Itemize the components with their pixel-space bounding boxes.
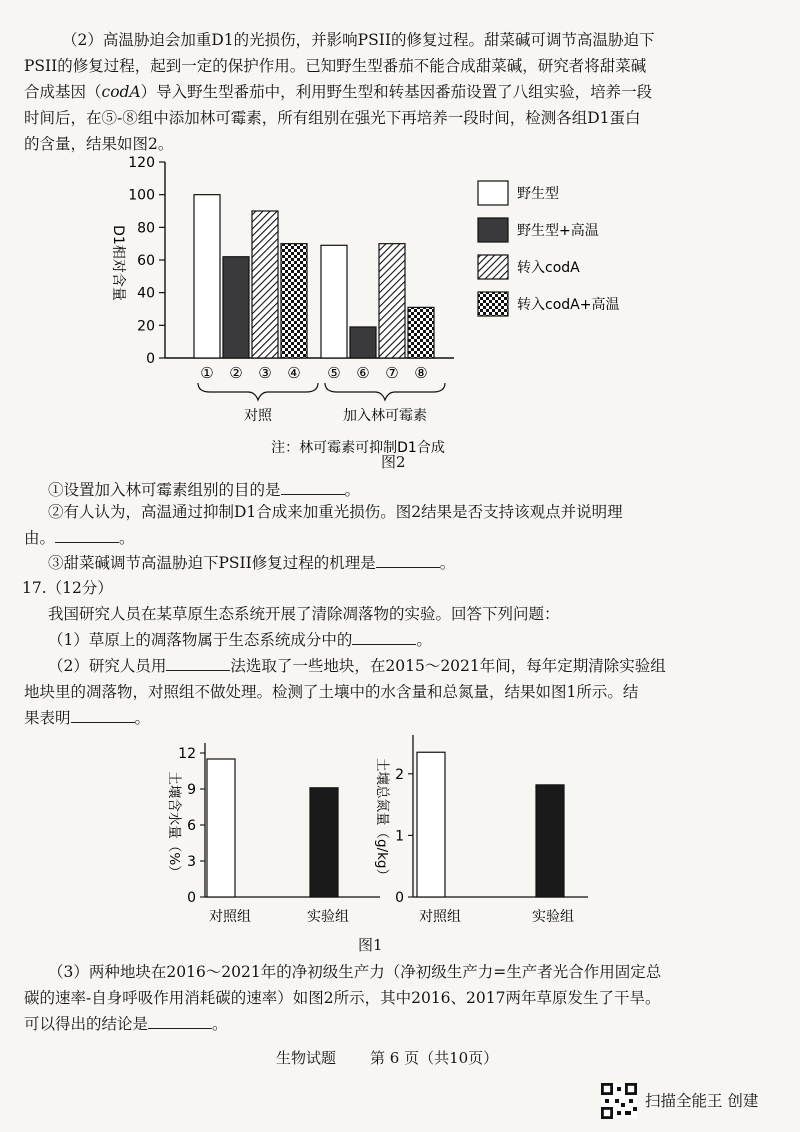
qr-code-icon (601, 1083, 637, 1119)
legend-swatch (478, 292, 508, 316)
legend-label: 野生型+高温 (517, 223, 599, 239)
bar-8 (408, 307, 434, 358)
y-axis-label: 土壤含水量（%） (166, 771, 182, 879)
y-tick-label: 0 (395, 890, 404, 906)
q17-header (22, 578, 113, 598)
figure-1-bar-charts (150, 735, 620, 935)
scanner-watermark (645, 1089, 758, 1111)
text: 。 (134, 709, 151, 727)
bar-control (207, 759, 235, 897)
part2-line-3 (24, 82, 652, 102)
y-axis-label: 土壤总氮量（g/kg） (374, 757, 390, 883)
subq-1 (48, 480, 360, 500)
category-label: ⑥ (356, 364, 370, 382)
text: （2）研究人员用 (48, 657, 167, 675)
y-tick-label: 6 (187, 818, 196, 834)
bar-experiment (536, 785, 564, 897)
text: 第 6 页（共10页） (370, 1049, 499, 1067)
text: （3）两种地块在2016～2021年的净初级生产力（净初级生产力=生产者光合作用固定总 (48, 963, 662, 981)
q17-sub-2-line-1 (48, 656, 666, 676)
category-label: ⑧ (414, 364, 428, 382)
answer-blank[interactable] (376, 553, 440, 568)
subq-2-cont (24, 528, 135, 548)
answer-blank[interactable] (71, 708, 135, 723)
y-tick-label: 120 (128, 155, 155, 171)
text: 地块里的凋落物，对照组不做处理。检测了土壤中的水含量和总氮量，结果如图1所示。结 (24, 683, 639, 701)
text: 碳的速率-自身呼吸作用消耗碳的速率）如图2所示，其中2016、2017两年草原发生了干旱。 (24, 989, 661, 1007)
footer-page-number (370, 1047, 498, 1068)
legend-swatch (478, 255, 508, 279)
bar-1 (194, 195, 220, 358)
gene-name: codA (101, 83, 141, 101)
text: 扫描全能王 创建 (645, 1092, 759, 1110)
category-label: ② (229, 364, 243, 382)
text: ③甜菜碱调节高温胁迫下PSII修复过程的机理是 (48, 554, 376, 572)
legend-label: 转入codA+高温 (517, 297, 620, 313)
q17-sub-2-line-3 (24, 708, 150, 728)
legend-label: 野生型 (517, 186, 559, 202)
bar-7 (379, 244, 405, 358)
part3-line-2 (24, 988, 661, 1008)
text: PSII的修复过程，起到一定的保护作用。已知野生型番茄不能合成甜菜碱，研究者将甜菜碱 (24, 57, 647, 75)
legend-swatch (478, 181, 508, 205)
brace-control (198, 383, 318, 400)
bar-6 (350, 327, 376, 358)
bar-2 (223, 257, 249, 358)
legend-swatch (478, 218, 508, 242)
y-tick-label: 2 (395, 766, 404, 783)
text: 时间后，在⑤-⑧组中添加林可霉素，所有组别在强光下再培养一段时间，检测各组D1蛋白 (24, 109, 641, 127)
footer-subject (276, 1047, 336, 1068)
category-label: ① (200, 364, 214, 382)
bar-3 (252, 211, 278, 358)
q17-sub-2-line-2 (24, 682, 638, 702)
q17-sub-1 (48, 630, 432, 650)
y-tick-label: 0 (187, 890, 196, 906)
bar-5 (321, 245, 347, 358)
figure-1-panel-1 (166, 743, 380, 925)
answer-blank[interactable] (55, 528, 119, 543)
category-label: 实验组 (307, 909, 349, 925)
text: 17.（12分） (22, 579, 113, 597)
part2-line-1 (62, 30, 654, 50)
answer-blank[interactable] (148, 1014, 212, 1029)
bar-4 (281, 244, 307, 358)
text: 。 (439, 554, 456, 572)
text: 果表明 (24, 709, 71, 727)
part2-line-4 (24, 108, 641, 128)
category-label: ③ (258, 364, 272, 382)
category-label: ⑤ (327, 364, 341, 382)
subq-2 (48, 502, 623, 522)
figure-1-panel-2 (374, 735, 588, 925)
text: 的含量，结果如图2。 (24, 135, 174, 153)
y-tick-label: 9 (187, 782, 196, 798)
y-tick-label: 20 (137, 318, 155, 335)
brace-lincomycin (325, 383, 445, 400)
text: ②有人认为，高温通过抑制D1合成来加重光损伤。图2结果是否支持该观点并说明理 (48, 503, 623, 521)
y-tick-label: 80 (137, 220, 155, 237)
y-tick-label: 1 (395, 828, 404, 845)
text: 由。 (24, 529, 56, 547)
y-tick-label: 40 (137, 285, 155, 302)
group-label-control: 对照 (244, 408, 272, 424)
bar-control (417, 752, 445, 897)
group-label-lincomycin: 加入林可霉素 (343, 408, 427, 424)
text: 。 (212, 1015, 228, 1033)
bar-experiment (310, 788, 338, 897)
text: 。 (344, 481, 361, 499)
answer-blank[interactable] (166, 656, 230, 671)
y-tick-label: 0 (146, 351, 155, 367)
category-label: ④ (287, 364, 301, 382)
answer-blank[interactable] (281, 480, 345, 495)
caption-text: 图1 (358, 936, 383, 954)
q17-intro (48, 604, 560, 624)
text: 我国研究人员在某草原生态系统开展了清除凋落物的实验。回答下列问题： (48, 605, 560, 623)
y-axis-label: D1相对含量 (110, 225, 126, 301)
part2-line-2 (24, 56, 646, 76)
text: ①设置加入林可霉素组别的目的是 (48, 481, 281, 499)
legend-label: 转入codA (517, 260, 580, 276)
y-tick-label: 100 (128, 187, 155, 204)
figure-2-caption (381, 452, 406, 472)
part3-line-3 (24, 1014, 228, 1034)
text: 。 (416, 631, 432, 649)
answer-blank[interactable] (352, 630, 416, 645)
category-label: 实验组 (532, 909, 574, 925)
subq-3 (48, 553, 455, 573)
category-label: 对照组 (209, 909, 251, 925)
text: 法选取了一些地块，在2015～2021年间，每年定期清除实验组 (230, 657, 666, 675)
text: 生物试题 (276, 1049, 337, 1067)
y-tick-label: 12 (178, 746, 196, 762)
y-tick-label: 3 (187, 854, 196, 870)
text: 合成基因（ (24, 83, 102, 101)
text: （2）高温胁迫会加重D1的光损伤，并影响PSII的修复过程。甜菜碱可调节高温胁迫下 (62, 31, 655, 49)
part3-line-1 (48, 962, 661, 982)
text: （1）草原上的凋落物属于生态系统成分中的 (48, 631, 353, 649)
y-tick-label: 60 (137, 253, 155, 269)
category-label: ⑦ (385, 364, 399, 382)
caption-text: 图2 (381, 453, 406, 471)
figure-2-bar-chart (90, 150, 650, 460)
text: 可以得出的结论是 (24, 1015, 149, 1033)
text: 。 (119, 529, 135, 547)
figure-note: 注：林可霉素可抑制D1合成 (271, 440, 445, 456)
category-label: 对照组 (419, 909, 461, 925)
text: ）导入野生型番茄中，利用野生型和转基因番茄设置了八组实验，培养一段 (140, 83, 653, 101)
figure-1-caption (358, 935, 383, 955)
